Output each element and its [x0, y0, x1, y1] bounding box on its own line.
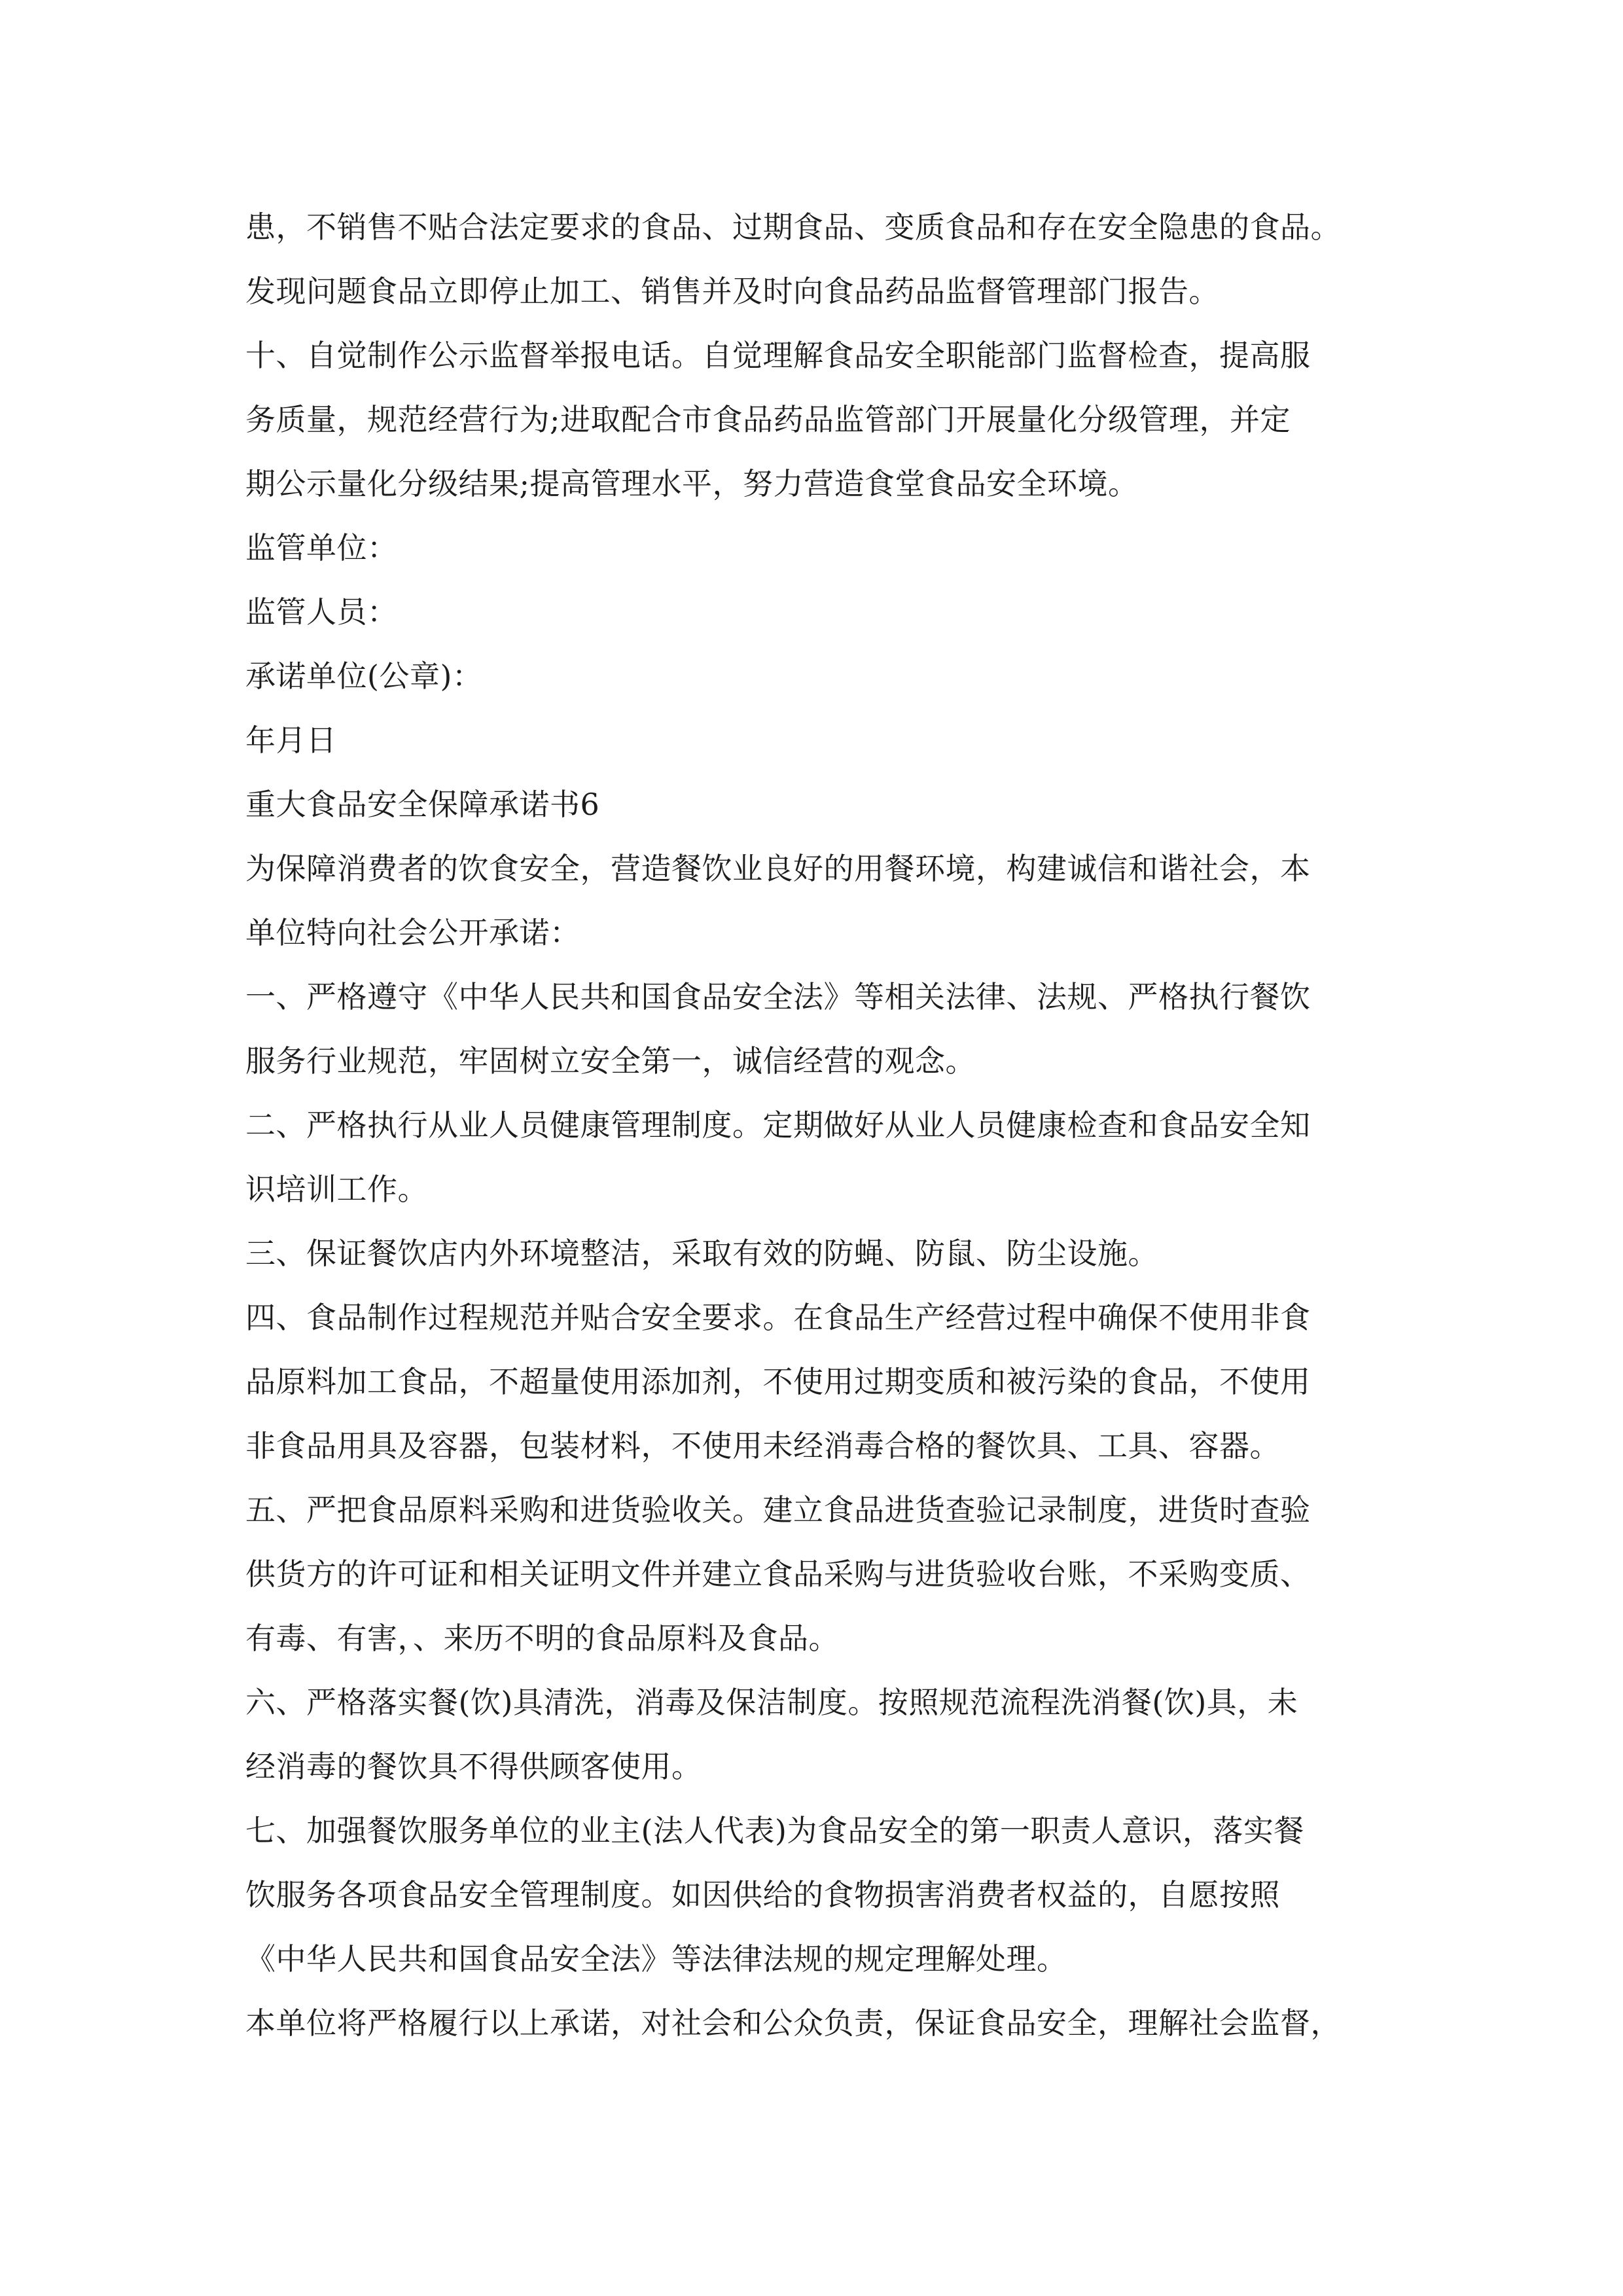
section-title: 重大食品安全保障承诺书6 — [245, 787, 600, 822]
text-line-12: 单位特向社会公开承诺： — [245, 915, 580, 950]
text-line-4: 务质量，规范经营行为;进取配合市食品药品监管部门开展量化分级管理，并定 — [245, 402, 1291, 437]
text-line-24: 六、严格落实餐(饮)具清洗，消毒及保洁制度。按照规范流程洗消餐(饮)具，未 — [245, 1685, 1298, 1720]
date-label: 年月日 — [245, 723, 337, 758]
text-line-25: 经消毒的餐饮具不得供顾客使用。 — [245, 1749, 702, 1784]
text-line-13: 一、严格遵守《中华人民共和国食品安全法》等相关法律、法规、严格执行餐饮 — [245, 979, 1311, 1014]
text-line-22: 供货方的许可证和相关证明文件并建立食品采购与进货验收台账，不采购变质、 — [245, 1556, 1311, 1592]
supervising-staff-label: 监管人员： — [245, 594, 398, 630]
supervising-unit-label: 监管单位： — [245, 530, 398, 565]
text-line-28: 《中华人民共和国食品安全法》等法律法规的规定理解处理。 — [245, 1941, 1067, 1977]
text-line-19: 品原料加工食品，不超量使用添加剂，不使用过期变质和被污染的食品，不使用 — [245, 1364, 1311, 1399]
text-line-26: 七、加强餐饮服务单位的业主(法人代表)为食品安全的第一职责人意识，落实餐 — [245, 1813, 1304, 1848]
text-line-5: 期公示量化分级结果;提高管理水平，努力营造食堂食品安全环境。 — [245, 466, 1139, 501]
text-line-23: 有毒、有害，、来历不明的食品原料及食品。 — [245, 1621, 839, 1656]
text-line-29: 本单位将严格履行以上承诺，对社会和公众负责，保证食品安全，理解社会监督， — [245, 2005, 1341, 2041]
document-page — [245, 195, 1463, 2055]
text-line-15: 二、严格执行从业人员健康管理制度。定期做好从业人员健康检查和食品安全知 — [245, 1107, 1311, 1143]
pledging-unit-label: 承诺单位(公章)： — [245, 658, 483, 694]
text-line-20: 非食品用具及容器，包装材料，不使用未经消毒合格的餐饮具、工具、容器。 — [245, 1428, 1280, 1463]
text-line-17: 三、保证餐饮店内外环境整洁，采取有效的防蝇、防鼠、防尘设施。 — [245, 1236, 1158, 1271]
text-line-16: 识培训工作。 — [245, 1172, 428, 1207]
text-line-14: 服务行业规范，牢固树立安全第一，诚信经营的观念。 — [245, 1043, 976, 1079]
text-line-3: 十、自觉制作公示监督举报电话。自觉理解食品安全职能部门监督检查，提高服 — [245, 338, 1311, 373]
text-line-11: 为保障消费者的饮食安全，营造餐饮业良好的用餐环境，构建诚信和谐社会，本 — [245, 851, 1311, 886]
text-line-21: 五、严把食品原料采购和进货验收关。建立食品进货查验记录制度，进货时查验 — [245, 1492, 1311, 1528]
text-line-18: 四、食品制作过程规范并贴合安全要求。在食品生产经营过程中确保不使用非食 — [245, 1300, 1311, 1335]
text-line-27: 饮服务各项食品安全管理制度。如因供给的食物损害消费者权益的，自愿按照 — [245, 1877, 1280, 1912]
text-line-2: 发现问题食品立即停止加工、销售并及时向食品药品监督管理部门报告。 — [245, 274, 1219, 309]
text-line-1: 患，不销售不贴合法定要求的食品、过期食品、变质食品和存在安全隐患的食品。 — [245, 209, 1341, 245]
